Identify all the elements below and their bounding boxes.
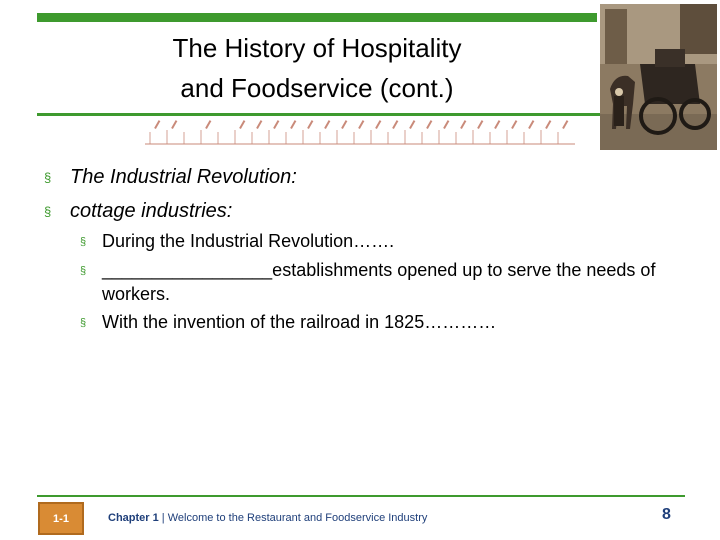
footer-separator: | (158, 512, 168, 524)
footer-caption (108, 512, 427, 524)
slide-title-line-1: The History of Hospitality (172, 33, 462, 63)
sub-bullet-item (80, 229, 690, 254)
sub-bullet-list (80, 229, 690, 339)
slide-title (37, 28, 597, 108)
chapter-label: Chapter 1 (108, 512, 159, 524)
bullet-marker: § (44, 169, 52, 185)
timeline-ruler (145, 118, 575, 150)
bullet-item (44, 160, 297, 194)
footer-divider (37, 495, 685, 497)
bullet-marker: § (44, 203, 52, 219)
bullet-text: During the Industrial Revolution……. (102, 231, 395, 251)
section-badge: 1-1 (38, 502, 84, 535)
horse-carriage-photo (600, 4, 717, 150)
bullet-text: _________________establishments opened up to serve the needs of workers. (102, 260, 656, 304)
sub-bullet-item (80, 310, 690, 335)
bullet-text: With the invention of the railroad in 1825………… (102, 312, 497, 332)
bullet-marker: § (80, 236, 87, 248)
title-divider (37, 113, 600, 116)
bullet-marker: § (80, 265, 87, 277)
bullet-marker: § (80, 317, 87, 329)
main-bullet-list (44, 160, 297, 228)
slide-title-line-2: and Foodservice (cont.) (180, 73, 454, 103)
page-number: 8 (662, 506, 671, 523)
bullet-text: cottage industries: (70, 199, 233, 222)
title-accent-bar (37, 13, 597, 22)
bullet-item (44, 194, 297, 228)
chapter-title: Welcome to the Restaurant and Foodservice Industry (167, 512, 428, 524)
bullet-text: The Industrial Revolution: (70, 165, 297, 188)
sub-bullet-item (80, 258, 690, 306)
